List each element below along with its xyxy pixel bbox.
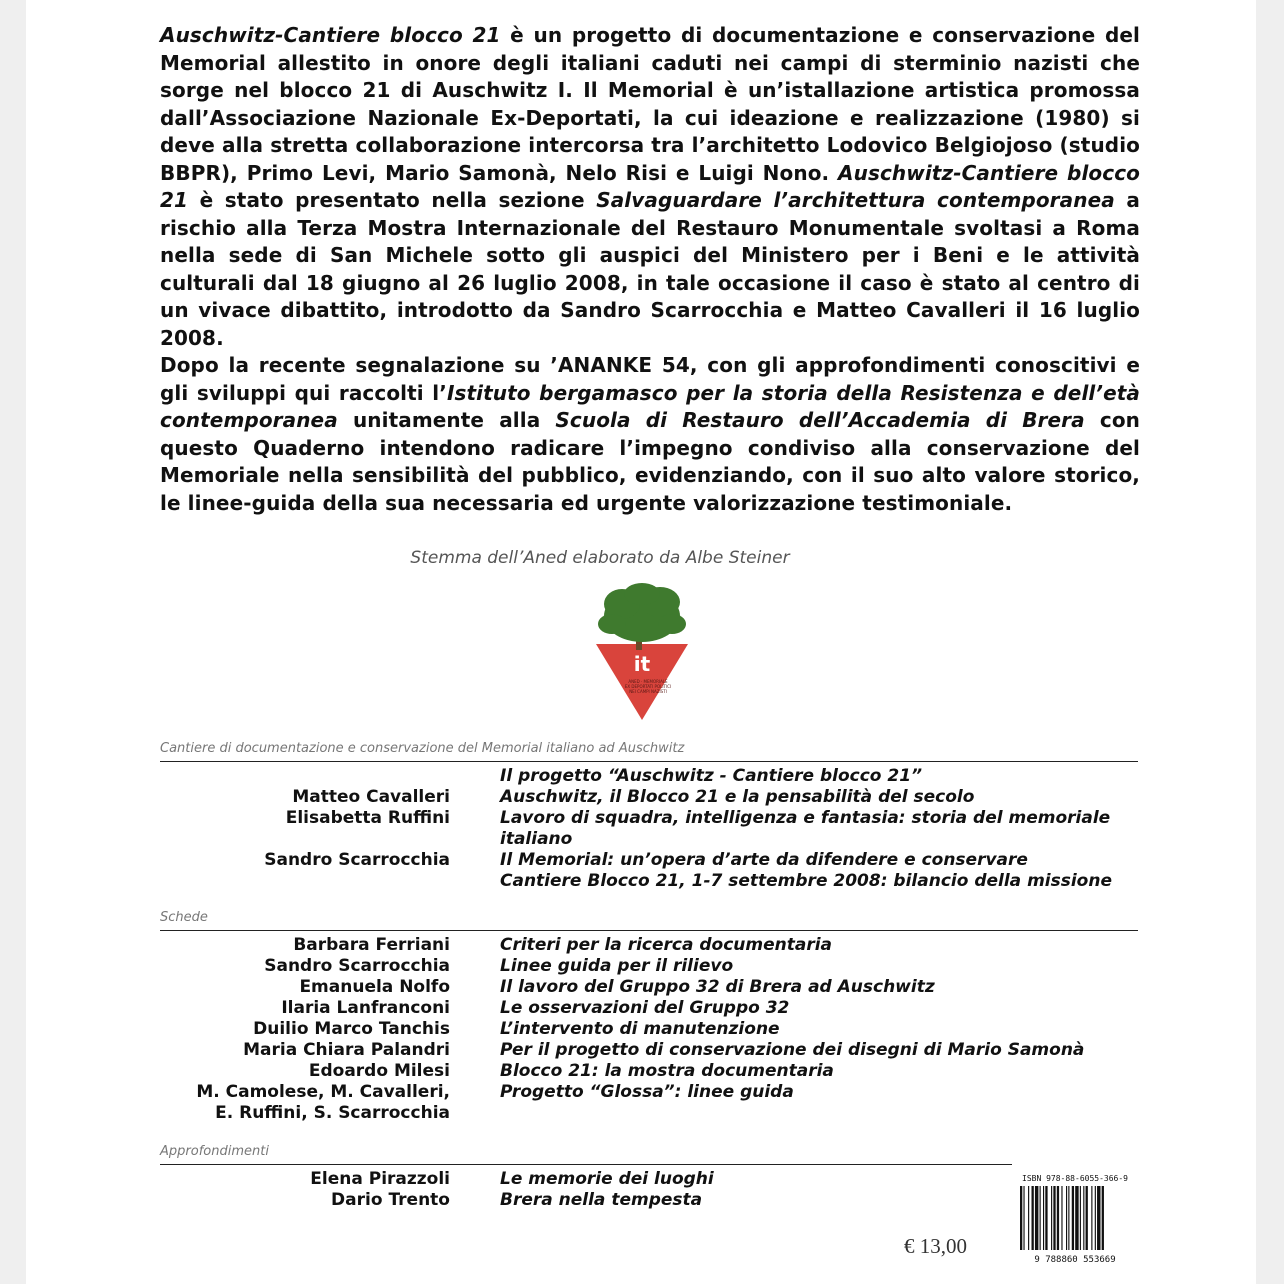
toc-author: Matteo Cavalleri bbox=[292, 787, 450, 807]
logo-mark: it bbox=[633, 652, 651, 676]
section-divider bbox=[160, 930, 1138, 931]
intro-text bbox=[160, 22, 1140, 517]
toc-title: L’intervento di manutenzione bbox=[500, 1019, 780, 1039]
aned-logo bbox=[592, 582, 692, 722]
toc-author bbox=[160, 871, 500, 892]
toc-row bbox=[160, 977, 1150, 998]
toc-row bbox=[160, 1061, 1150, 1082]
section-label-approfondimenti: Approfondimenti bbox=[160, 1144, 269, 1159]
text-run: Dopo la recente segnalazione su ’ANANKE 54, con gli approfondimenti conoscitivi e gli sviluppi qui raccolti l’ bbox=[160, 353, 1140, 405]
toc-author: Edoardo Milesi bbox=[308, 1061, 450, 1081]
italic-text-run: Salvaguardare l’architettura contemporanea bbox=[596, 188, 1115, 212]
toc-title: Il lavoro del Gruppo 32 di Brera ad Auschwitz bbox=[500, 977, 935, 997]
toc-title: Auschwitz, il Blocco 21 e la pensabilità del secolo bbox=[500, 787, 975, 807]
logo-small-text-1: ANED · MEMORIALE bbox=[628, 679, 668, 684]
toc-author: Barbara Ferriani bbox=[293, 935, 450, 955]
toc-author: E. Ruffini, S. Scarrocchia bbox=[215, 1103, 450, 1123]
toc-row bbox=[160, 1190, 1150, 1211]
barcode-bars-icon bbox=[1020, 1186, 1104, 1250]
toc-author: Sandro Scarrocchia bbox=[264, 850, 450, 870]
toc-author: M. Camolese, M. Cavalleri, bbox=[196, 1082, 450, 1102]
toc-row bbox=[160, 1019, 1150, 1040]
toc-title: Cantiere Blocco 21, 1-7 settembre 2008: bilancio della missione bbox=[500, 871, 1112, 891]
text-run: con questo Quaderno intendono radicare l’impegno condiviso alla conservazione del Memoriale nella sensibilità del pubblico, evidenziando, con il suo alto valore storico, le linee-guida della sua necessaria ed urgente valorizzazione testimoniale. bbox=[160, 408, 1140, 515]
section-label-cantiere: Cantiere di documentazione e conservazione del Memorial italiano ad Auschwitz bbox=[160, 741, 685, 756]
isbn-label: ISBN 978-88-6055-366-9 bbox=[1022, 1174, 1128, 1183]
toc-section-cantiere bbox=[160, 766, 1150, 892]
toc-row bbox=[160, 1040, 1150, 1061]
toc-row bbox=[160, 1103, 1150, 1124]
toc-row bbox=[160, 808, 1150, 850]
italic-text-run: Auschwitz-Cantiere blocco 21 bbox=[160, 160, 1140, 212]
toc-title: Il Memorial: un’opera d’arte da difendere e conservare bbox=[500, 850, 1028, 870]
price-label: € 13,00 bbox=[904, 1234, 967, 1258]
toc-title: Brera nella tempesta bbox=[500, 1190, 703, 1210]
logo-caption: Stemma dell’Aned elaborato da Albe Steiner bbox=[410, 548, 790, 568]
toc-title: Criteri per la ricerca documentaria bbox=[500, 935, 833, 955]
toc-author: Emanuela Nolfo bbox=[299, 977, 450, 997]
toc-author: Sandro Scarrocchia bbox=[264, 956, 450, 976]
text-run: è stato presentato nella sezione bbox=[188, 188, 597, 212]
italic-text-run: Auschwitz-Cantiere blocco 21 bbox=[160, 23, 501, 47]
toc-row bbox=[160, 871, 1150, 892]
toc-title: Blocco 21: la mostra documentaria bbox=[500, 1061, 834, 1081]
section-divider bbox=[160, 761, 1138, 762]
text-run: è un progetto di documentazione e conservazione del Memorial allestito in onore degli italiani caduti nei campi di sterminio nazisti che sorge nel blocco 21 di Auschwitz I. Il Memorial è un’istallazione artistica promossa dall’Associazione Nazionale Ex-Deportati, la cui ideazione e realizzazione (1980) si deve alla stretta collaborazione intercorsa tra l’architetto Lodovico Belgiojoso (studio BBPR), Primo Levi, Mario Samonà, Nelo Risi e Luigi Nono. bbox=[160, 23, 1140, 185]
toc-row bbox=[160, 787, 1150, 808]
intro-paragraph-2 bbox=[160, 352, 1140, 517]
italic-text-run: Scuola di Restauro dell’Accademia di Brera bbox=[555, 408, 1085, 432]
toc-row bbox=[160, 956, 1150, 977]
isbn-barcode bbox=[1014, 1170, 1136, 1266]
italic-text-run: Istituto bergamasco per la storia della Resistenza e dell’età contemporanea bbox=[160, 380, 1140, 432]
section-divider bbox=[160, 1164, 1012, 1165]
section-label-schede: Schede bbox=[160, 910, 208, 925]
toc-author: Elena Pirazzoli bbox=[310, 1169, 450, 1189]
toc-row bbox=[160, 766, 1150, 787]
toc-author: Maria Chiara Palandri bbox=[243, 1040, 450, 1060]
toc-title: Il progetto “Auschwitz - Cantiere blocco 21” bbox=[500, 766, 923, 786]
intro-paragraph-1 bbox=[160, 22, 1140, 352]
toc-author: Ilaria Lanfranconi bbox=[281, 998, 450, 1018]
toc-row bbox=[160, 935, 1150, 956]
toc-row bbox=[160, 1082, 1150, 1103]
toc-title: Progetto “Glossa”: linee guida bbox=[500, 1082, 794, 1102]
toc-author: Dario Trento bbox=[331, 1190, 450, 1210]
toc-row bbox=[160, 1169, 1150, 1190]
toc-author: Duilio Marco Tanchis bbox=[253, 1019, 450, 1039]
toc-title: Lavoro di squadra, intelligenza e fantasia: storia del memoriale italiano bbox=[500, 808, 1111, 849]
toc-author: Elisabetta Ruffini bbox=[285, 808, 450, 828]
toc-section-approfondimenti bbox=[160, 1169, 1150, 1211]
toc-title: Per il progetto di conservazione dei disegni di Mario Samonà bbox=[500, 1040, 1085, 1060]
toc-row bbox=[160, 998, 1150, 1019]
logo-small-text-3: NEI CAMPI NAZISTI bbox=[629, 689, 667, 694]
toc-title: Le memorie dei luoghi bbox=[500, 1169, 714, 1189]
logo-small-text-2: EX DEPORTATI POLITICI bbox=[624, 684, 672, 689]
toc-author bbox=[160, 766, 500, 787]
toc-title: Le osservazioni del Gruppo 32 bbox=[500, 998, 790, 1018]
toc-title: Linee guida per il rilievo bbox=[500, 956, 734, 976]
text-run: a rischio alla Terza Mostra Internazionale del Restauro Monumentale svoltasi a Roma nella sede di San Michele sotto gli auspici del Ministero per i Beni e le attività culturali dal 18 giugno al 26 luglio 2008, in tale occasione il caso è stato al centro di un vivace dibattito, introdotto da Sandro Scarrocchia e Matteo Cavalleri il 16 luglio 2008. bbox=[160, 188, 1140, 350]
tree-icon bbox=[598, 583, 686, 642]
toc-row bbox=[160, 850, 1150, 871]
text-run: unitamente alla bbox=[337, 408, 556, 432]
barcode-number: 9 788860 553669 bbox=[1034, 1255, 1116, 1265]
toc-title bbox=[500, 1103, 1150, 1124]
toc-section-schede bbox=[160, 935, 1150, 1124]
